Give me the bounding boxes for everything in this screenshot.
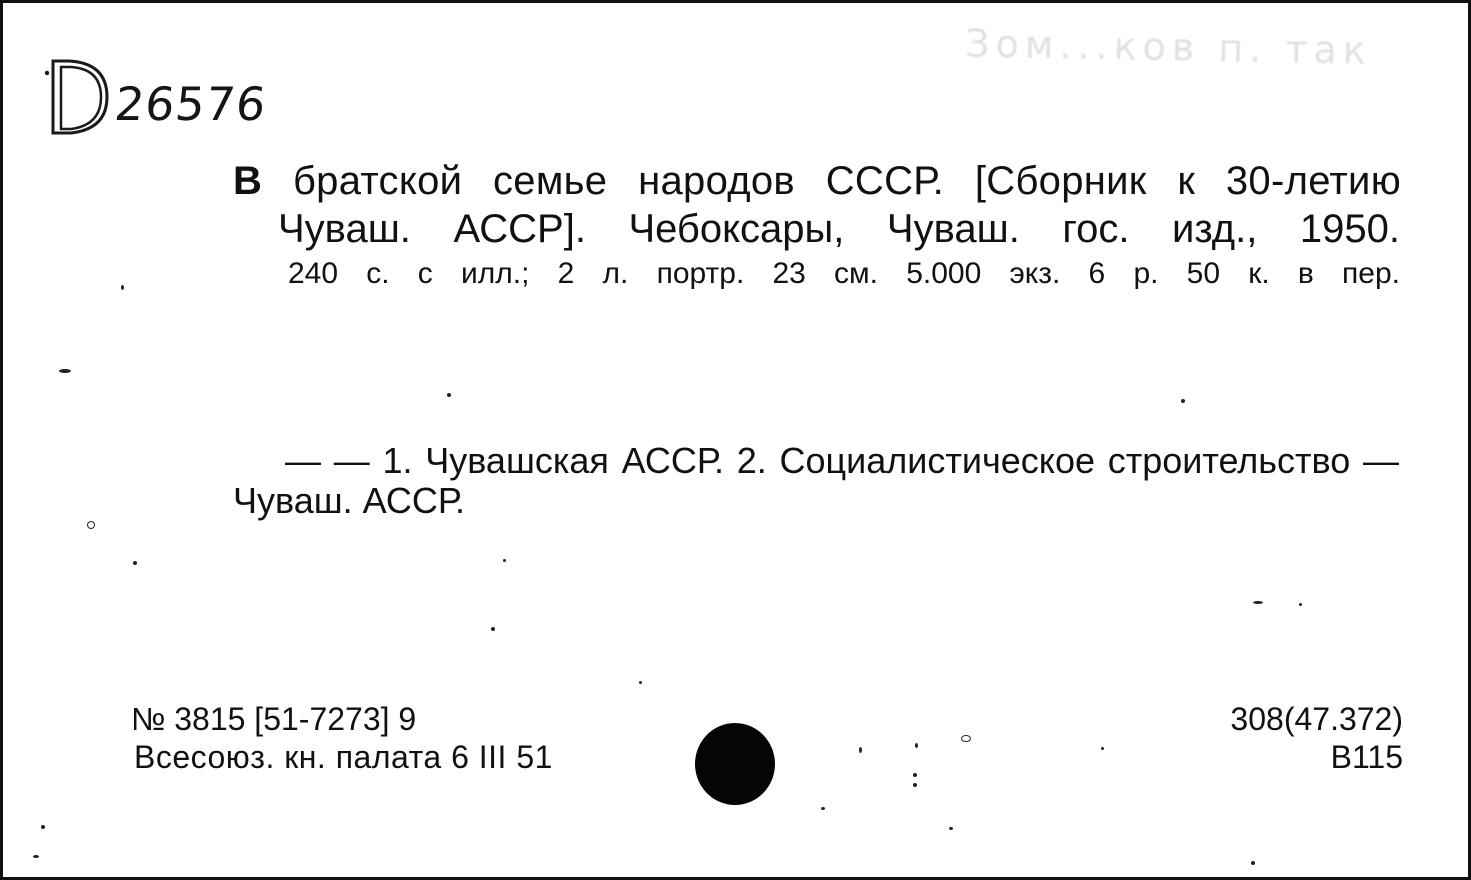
- speck: [133, 561, 137, 565]
- speck: [33, 855, 39, 858]
- speck: [1253, 601, 1263, 604]
- faded-stamp: Зом...ков п. так: [964, 21, 1373, 73]
- speck: [913, 773, 917, 777]
- speck: [41, 825, 45, 829]
- registration-number: № 3815 [51-7273] 9: [131, 701, 417, 737]
- author-mark: В115: [1330, 739, 1403, 775]
- physical-description: 240 с. с илл.; 2 л. портр. 23 см. 5.000 экз. 6 р. 50 к. в пер.: [288, 257, 1400, 290]
- speck: [447, 393, 451, 397]
- speck: [961, 735, 971, 742]
- speck: [821, 807, 825, 810]
- speck: [59, 369, 71, 373]
- subject-line-1: — — 1. Чувашская АССР. 2. Социалистическое строительство —: [285, 440, 1399, 481]
- speck: [87, 521, 95, 529]
- call-number-letter-mark: [43, 55, 115, 141]
- speck: [1181, 399, 1185, 403]
- speck: [1251, 861, 1255, 865]
- speck: [1299, 603, 1302, 606]
- speck: [859, 747, 862, 753]
- punch-hole: [695, 723, 775, 805]
- description-line-1: [233, 161, 1401, 201]
- speck: [121, 285, 124, 290]
- speck: [639, 681, 642, 684]
- speck: [1101, 747, 1104, 750]
- speck: [491, 627, 495, 631]
- call-number: [43, 55, 283, 145]
- classification-index: 308(47.372): [1230, 701, 1403, 737]
- speck: [915, 743, 918, 748]
- title-text: братской семье народов СССР. [Сборник к 30-летию: [292, 159, 1401, 203]
- call-number-text: 26576: [112, 77, 270, 131]
- issuing-chamber: Всесоюз. кн. палата 6 III 51: [134, 739, 553, 775]
- title-lead-letter: В: [233, 159, 263, 203]
- subject-line-2: Чуваш. АССР.: [233, 480, 466, 521]
- speck: [949, 827, 953, 830]
- speck: [503, 559, 506, 562]
- speck: [913, 783, 917, 787]
- description-line-2: Чуваш. АССР]. Чебоксары, Чуваш. гос. изд., 1950.: [278, 207, 1400, 251]
